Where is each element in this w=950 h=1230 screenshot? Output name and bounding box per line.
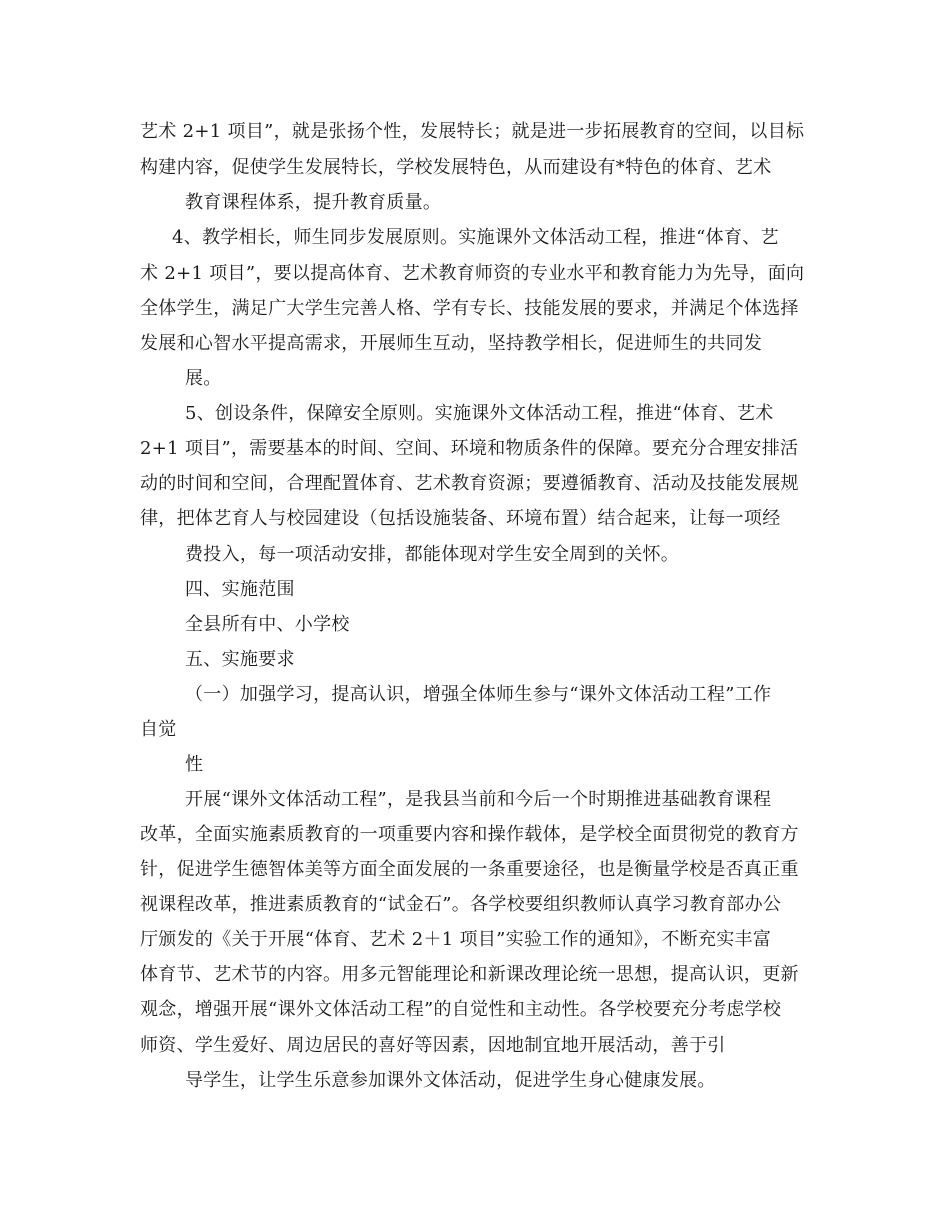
text-line: 改革，全面实施素质教育的一项重要内容和操作载体，是学校全面贯彻党的教育方 xyxy=(140,824,799,845)
text-line: 针，促进学生德智体美等方面全面发展的一条重要途径，也是衡量学校是否真正重 xyxy=(140,859,799,880)
text-line: 构建内容，促使学生发展特长，学校发展特色，从而建设有*特色的体育、艺术 xyxy=(140,157,772,178)
text-line: 视课程改革，推进素质教育的“试金石”。各学校要组织教师认真学习教育部办公 xyxy=(140,894,782,915)
text-line: 全体学生，满足广大学生完善人格、学有专长、技能发展的要求，并满足个体选择 xyxy=(140,298,799,319)
section-heading: 四、实施范围 xyxy=(185,579,295,600)
text-line: 5、创设条件，保障安全原则。实施课外文体活动工程，推进“体育、艺术 xyxy=(185,403,774,424)
text-line: 观念，增强开展“课外文体活动工程”的自觉性和主动性。各学校要充分考虑学校 xyxy=(140,999,782,1020)
text-line: 术 2+1 项目”，要以提高体育、艺术教育师资的专业水平和教育能力为先导，面向 xyxy=(140,263,805,284)
subsection-heading: （一）加强学习，提高认识，增强全体师生参与“课外文体活动工程”工作 xyxy=(185,684,772,705)
text-line: 体育节、艺术节的内容。用多元智能理论和新课改理论统一思想，提高认识，更新 xyxy=(140,964,799,985)
text-line: 费投入，每一项活动安排，都能体现对学生安全周到的关怀。 xyxy=(185,544,680,565)
text-line: 艺术 2+1 项目”，就是张扬个性，发展特长；就是进一步拓展教育的空间，以目标 xyxy=(140,121,805,142)
text-line: 全县所有中、小学校 xyxy=(185,614,350,635)
text-line: 4、教学相长，师生同步发展原则。实施课外文体活动工程，推进“体育、艺 xyxy=(172,227,779,248)
text-line: 厅颁发的《关于开展“体育、艺术 2＋1 项目”实验工作的通知》，不断充实丰富 xyxy=(140,929,772,950)
text-line: 律，把体艺育人与校园建设（包括设施装备、环境布置）结合起来，让每一项经 xyxy=(140,508,781,529)
text-line: 开展“课外文体活动工程”，是我县当前和今后一个时期推进基础教育课程 xyxy=(185,789,772,810)
text-line: 展。 xyxy=(185,368,222,389)
text-line: 自觉 xyxy=(140,719,177,740)
text-line: 导学生，让学生乐意参加课外文体活动，促进学生身心健康发展。 xyxy=(185,1070,716,1091)
text-line: 发展和心智水平提高需求，开展师生互动，坚持教学相长，促进师生的共同发 xyxy=(140,333,763,354)
section-heading: 五、实施要求 xyxy=(185,649,295,670)
text-line: 教育课程体系，提升教育质量。 xyxy=(185,192,442,213)
text-line: 性 xyxy=(185,754,204,775)
text-line: 师资、学生爱好、周边居民的喜好等因素，因地制宜地开展活动，善于引 xyxy=(140,1035,726,1056)
text-line: 2+1 项目”，需要基本的时间、空间、环境和物质条件的保障。要充分合理安排活 xyxy=(140,438,799,459)
text-line: 动的时间和空间，合理配置体育、艺术教育资源；要遵循教育、活动及技能发展规 xyxy=(140,473,799,494)
